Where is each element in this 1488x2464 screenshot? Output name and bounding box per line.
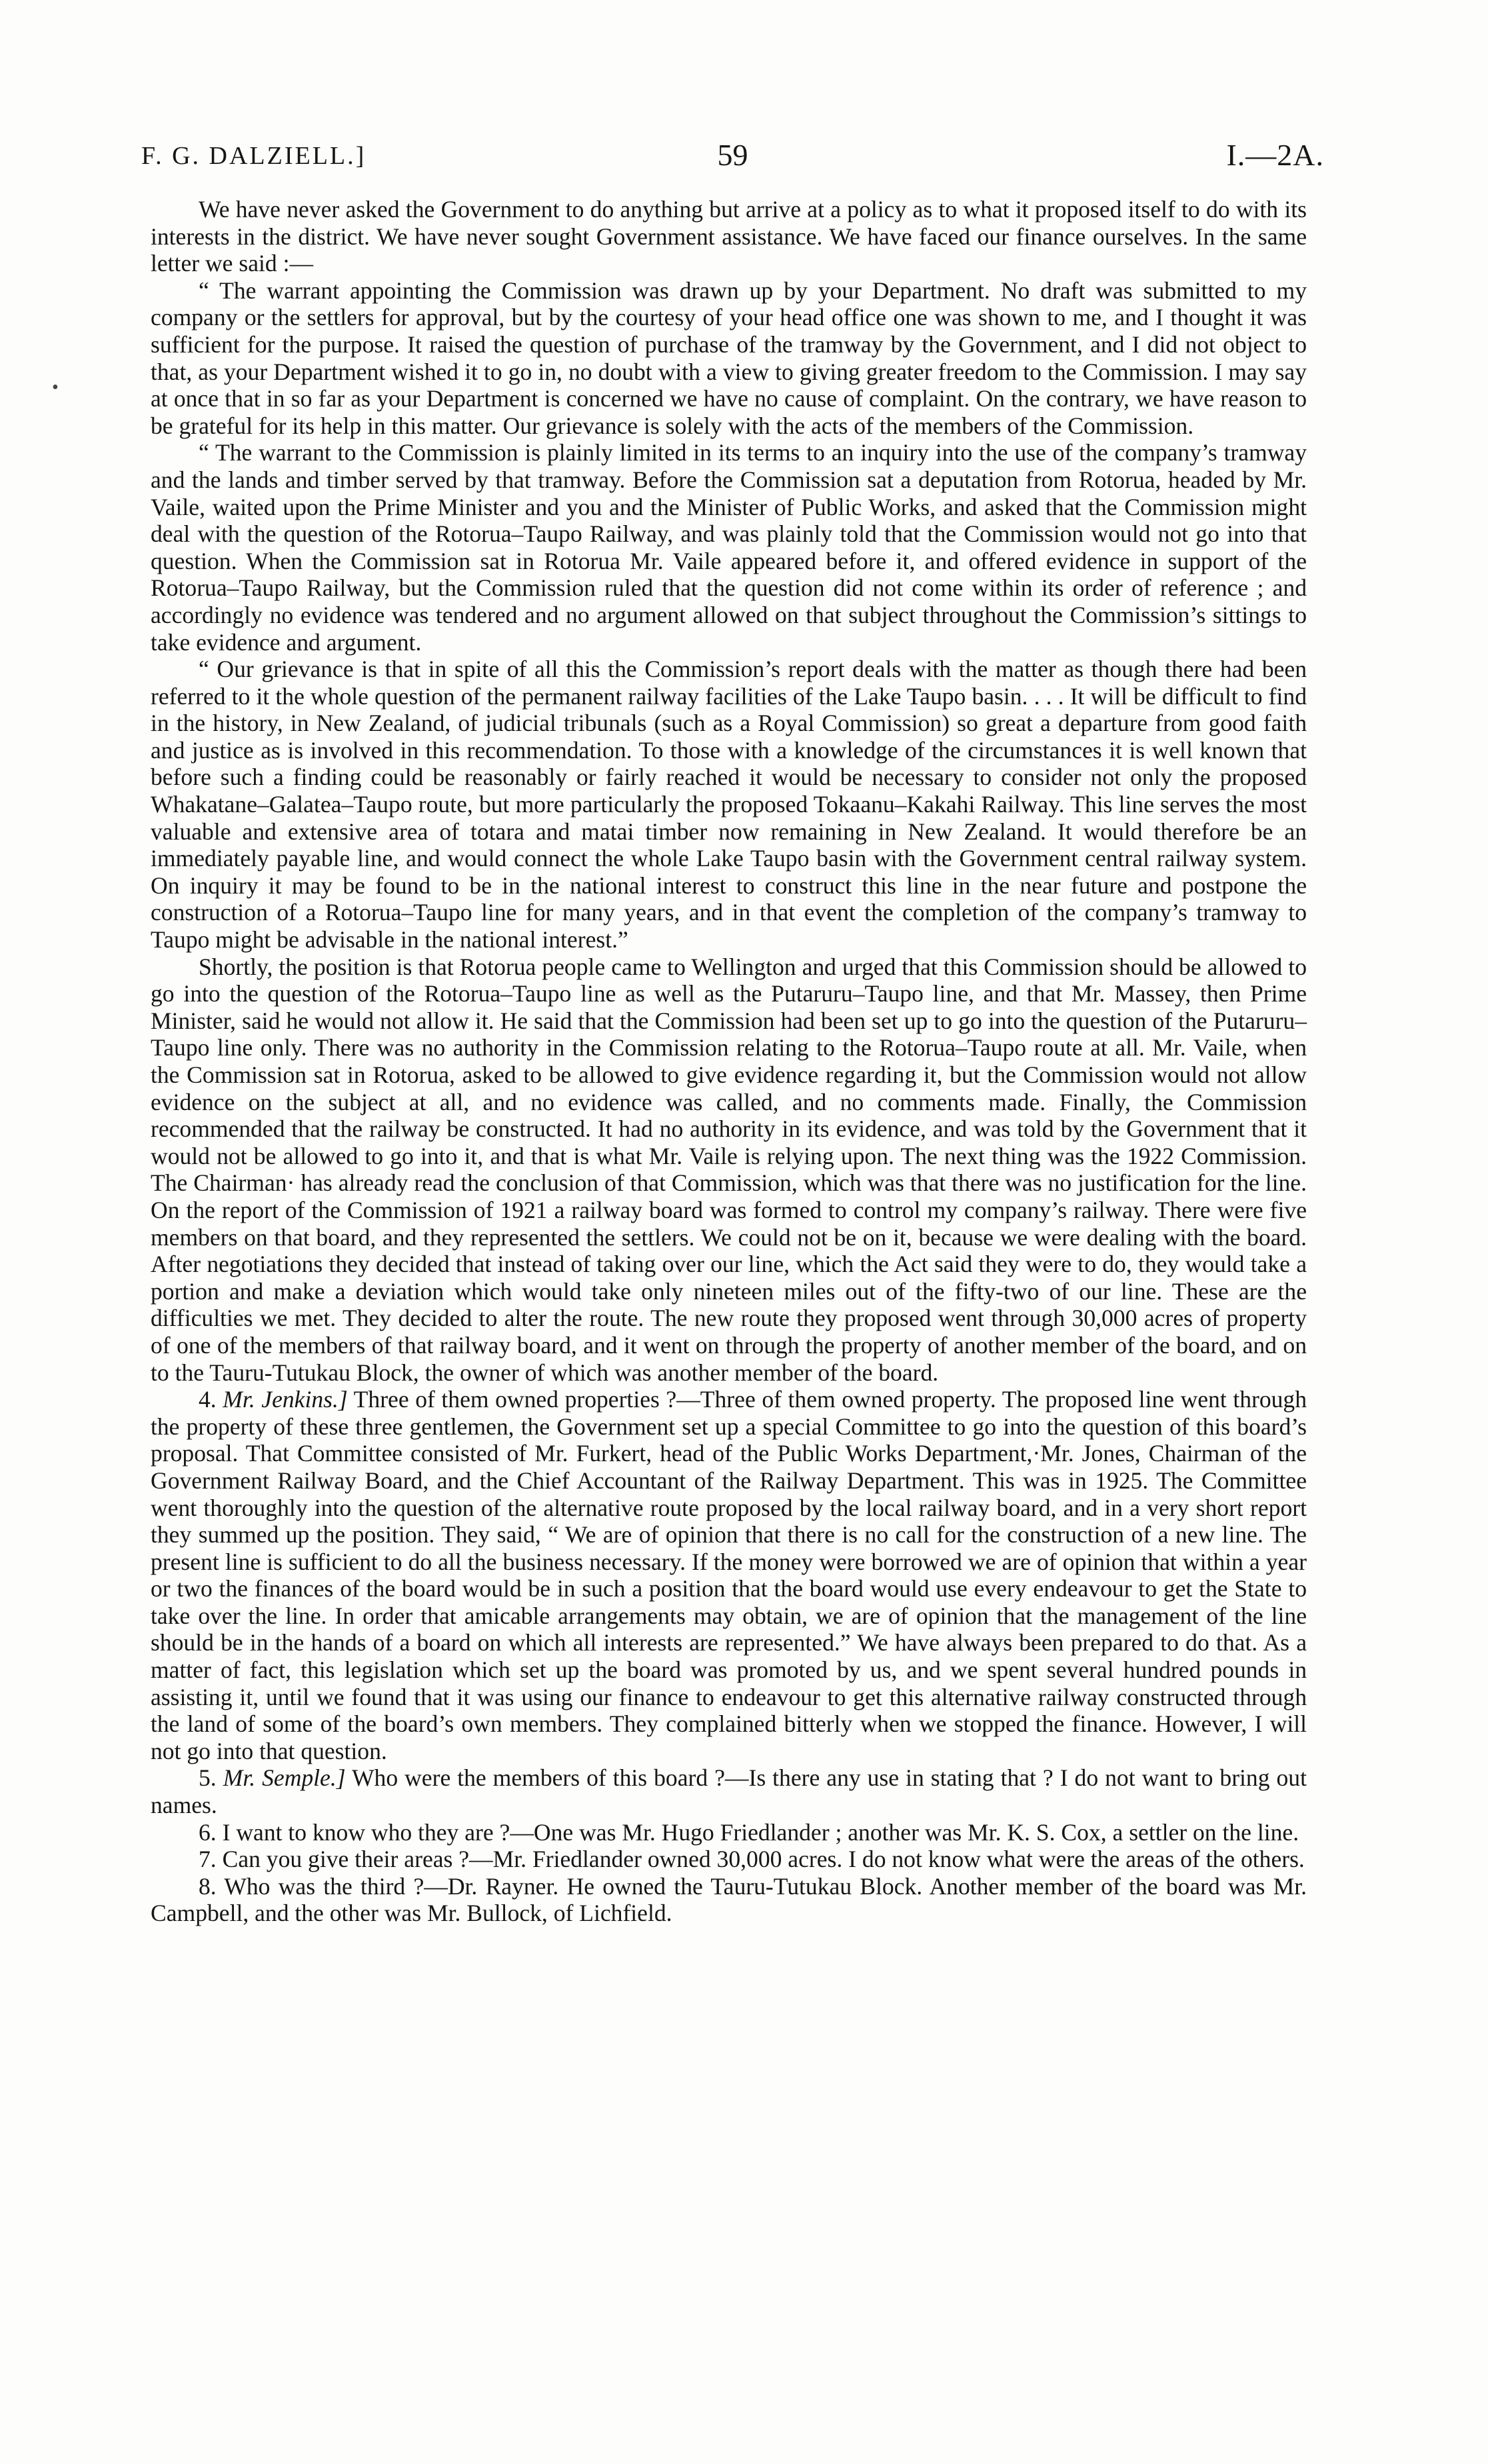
paragraph-text: Who were the members of this board ?—Is there any use in stating that ? I do not want to bring out names. [151, 1764, 1307, 1819]
paragraph-text: We have never asked the Government to do anything but arrive at a policy as to what it proposed itself to do with its interests in the district. We have never sought Government assistance. We have faced our finance ourselves. In the same letter we said :— [151, 196, 1307, 277]
paragraph-text: Can you give their areas ?—Mr. Friedlander owned 30,000 acres. I do not know what were the areas of the others. [222, 1846, 1305, 1873]
question-paragraph [151, 1386, 1307, 1764]
paragraph-text: “ The warrant appointing the Commission was drawn up by your Department. No draft was submitted to my company or the settlers for approval, but by the courtesy of your head office one was shown to me, and I thought it was sufficient for the purpose. It raised the question of purchase of the tramway by the Government, and I did not object to that, as your Department wished it to go in, no doubt with a view to giving greater freedom to the Commission. I may say at once that in so far as your Department is concerned we have no cause of complaint. On the contrary, we have reason to be grateful for its help in this matter. Our grievance is solely with the acts of the members of the Commission. [151, 277, 1307, 439]
question-number: 4. [199, 1386, 217, 1413]
speaker-name: Mr. Jenkins.] [223, 1386, 348, 1413]
paragraph [151, 953, 1307, 1387]
paragraph-text: Shortly, the position is that Rotorua people came to Wellington and urged that this Commission should be allowed to go into the question of the Rotorua–Taupo line as well as the Putaruru–Taupo line, and that Mr. Massey, then Prime Minister, said he would not allow it. He said that the Commission had been set up to go into the question of the Putaruru–Taupo line only. There was no authority in the Commission relating to the Rotorua–Taupo route at all. Mr. Vaile, when the Commission sat in Rotorua, asked to be allowed to give evidence regarding it, but the Commission would not allow evidence on the subject at all, and no evidence was called, and no comments made. Finally, the Commission recommended that the railway be constructed. It had no authority in its evidence, and was told by the Government that it would not be allowed to go into it, and that is what Mr. Vaile is relying upon. The next thing was the 1922 Commission. The Chairman· has already read the conclusion of that Commission, which was that there was no justification for the line. On the report of the Commission of 1921 a railway board was formed to control my company’s railway. There were five members on that board, and they represented the settlers. We could not be on it, because we were dealing with the board. After negotiations they decided that instead of taking over our line, which the Act said they were to do, they would take a portion and make a deviation which would take only nineteen miles out of the fifty-two of our line. These are the difficulties we met. They decided to alter the route. The new route they proposed went through 30,000 acres of property of one of the members of that railway board, and it went on through the property of another member of the board, and on to the Tauru-Tutukau Block, the owner of which was another member of the board. [151, 953, 1307, 1386]
question-paragraph [151, 1846, 1307, 1873]
page-number: 59 [717, 138, 748, 172]
paragraph-text: “ The warrant to the Commission is plainly limited in its terms to an inquiry into the use of the company’s tramway and the lands and timber served by that tramway. Before the Commission sat a deputation from Rotorua, headed by Mr. Vaile, waited upon the Prime Minister and you and the Minister of Public Works, and asked that the Commission might deal with the question of the Rotorua–Taupo Railway, and was plainly told that the Commission would not go into that question. When the Commission sat in Rotorua Mr. Vaile appeared before it, and offered evidence in support of the Rotorua–Taupo Railway, but the Commission ruled that the question did not come within its order of reference ; and accordingly no evidence was tendered and no argument allowed on that subject throughout the Commission’s sittings to take evidence and argument. [151, 439, 1307, 656]
question-number: 5. [199, 1764, 217, 1792]
question-paragraph [151, 1873, 1307, 1927]
question-number: 7. [199, 1846, 217, 1873]
question-number: 6. [199, 1818, 217, 1846]
page-header [141, 138, 1324, 181]
question-paragraph [151, 1764, 1307, 1818]
author-heading: F. G. DALZIELL.] [141, 142, 367, 170]
question-paragraph [151, 1819, 1307, 1846]
paragraph-text: “ Our grievance is that in spite of all this the Commission’s report deals with the matter as though there had been referred to it the whole question of the permanent railway facilities of the Lake Taupo basin. . . . It will be difficult to find in the history, in New Zealand, of judicial tribunals (such as a Royal Commission) so great a departure from good faith and justice as is involved in this recommendation. To those with a knowledge of the circumstances it is well known that before such a finding could be reasonably or fairly reached it would be necessary to consider not only the proposed Whakatane–Galatea–Taupo route, but more particularly the proposed Tokaanu–Kakahi Railway. This line serves the most valuable and extensive area of totara and matai timber now remaining in New Zealand. It would therefore be an immediately payable line, and would connect the whole Lake Taupo basin with the Government central railway system. On inquiry it may be found to be in the national interest to construct this line in the near future and postpone the construction of a Rotorua–Taupo line for many years, and in that event the completion of the company’s tramway to Taupo might be advisable in the national interest.” [151, 656, 1307, 953]
paragraph [151, 196, 1307, 277]
paragraph-text: Three of them owned properties ?—Three of them owned property. The proposed line went through the property of these three gentlemen, the Government set up a special Committee to go into the question of this board’s proposal. That Committee consisted of Mr. Furkert, head of the Public Works Department,·Mr. Jones, Chairman of the Government Railway Board, and the Chief Accountant of the Railway Department. This was in 1925. The Committee went thoroughly into the question of the alternative route proposed by the local railway board, and in a very short report they summed up the position. They said, “ We are of opinion that there is no call for the construction of a new line. The present line is sufficient to do all the business necessary. If the money were borrowed we are of opinion that within a year or two the finances of the board would be in such a position that the board would use every endeavour to get the State to take over the line. In order that amicable arrangements may obtain, we are of opinion that the management of the line should be in the hands of a board on which all interests are represented.” We have always been prepared to do that. As a matter of fact, this legislation which set up the board was promoted by us, and we spent several hundred pounds in assisting it, until we found that it was using our finance to endeavour to get this alternative railway constructed through the land of some of the board’s own members. They complained bitterly when we stopped the finance. However, I will not go into that question. [151, 1386, 1307, 1764]
document-reference: I.—2A. [1226, 138, 1324, 172]
margin-mark: • [52, 377, 59, 398]
paragraph [151, 439, 1307, 656]
speaker-name: Mr. Semple.] [223, 1764, 346, 1792]
paragraph-text: Who was the third ?—Dr. Rayner. He owned the Tauru-Tutukau Block. Another member of the board was Mr. Campbell, and the other was Mr. Bullock, of Lichfield. [151, 1872, 1307, 1927]
paragraph [151, 277, 1307, 440]
paragraph-text: I want to know who they are ?—One was Mr. Hugo Friedlander ; another was Mr. K. S. Cox, a settler on the line. [222, 1818, 1299, 1846]
question-number: 8. [199, 1872, 217, 1900]
body-text [151, 196, 1307, 1927]
paragraph [151, 656, 1307, 953]
